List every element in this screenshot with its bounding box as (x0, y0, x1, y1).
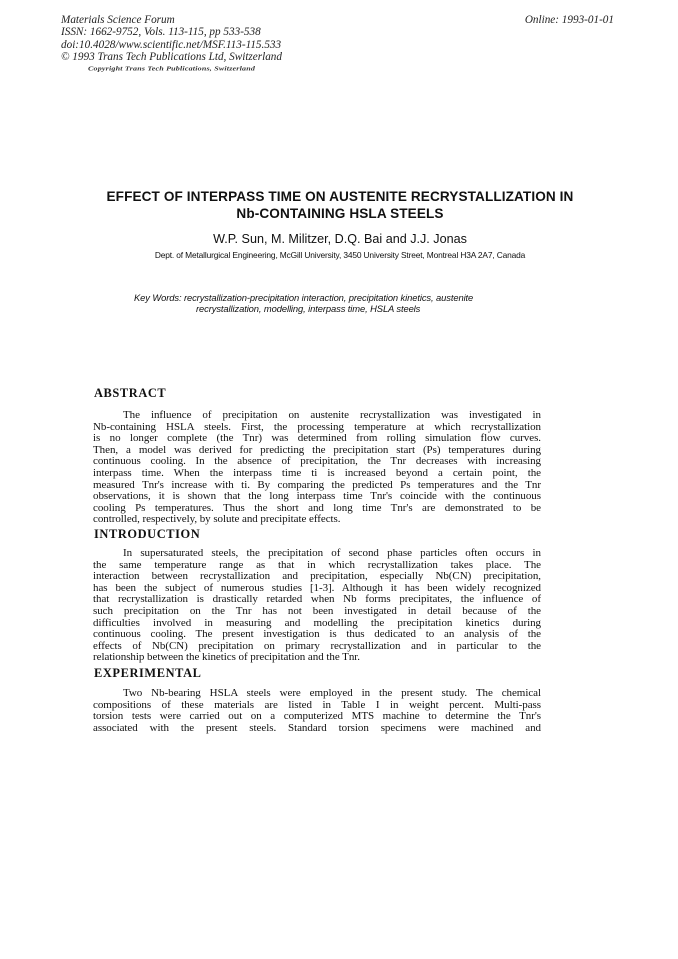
affiliation: Dept. of Metallurgical Engineering, McGill University, 3450 University Street, Montreal H3A 2A7, Canada (154, 250, 526, 260)
abstract-line: interpass time. When the interpass time ti is increased beyond a certain point, the (93, 466, 541, 479)
author-list: W.P. Sun, M. Militzer, D.Q. Bai and J.J. Jonas (213, 232, 467, 246)
introduction-line: the same temperature range as that in which recrystallization takes place. The (93, 558, 541, 571)
issn-line: ISSN: 1662-9752, Vols. 113-115, pp 533-538 (61, 26, 261, 39)
keywords-line-2: recrystallization, modelling, interpass time, HSLA steels (196, 303, 421, 315)
copyright-stamp: Copyright Trans Tech Publications, Switzerland (88, 65, 256, 72)
doi-link[interactable]: doi:10.4028/www.scientific.net/MSF.113-115.533 (61, 38, 282, 51)
introduction-line: has been the subject of numerous studies [1-3]. Although it has been widely recognized (93, 581, 541, 594)
introduction-line: In supersaturated steels, the precipitation of second phase particles often occurs in (123, 547, 541, 559)
introduction-body (93, 548, 541, 664)
experimental-heading: EXPERIMENTAL (94, 666, 202, 680)
title-line-2: Nb-CONTAINING HSLA STEELS (236, 206, 444, 221)
abstract-body (93, 410, 541, 526)
experimental-line: torsion tests were carried out on a computerized MTS machine to determine the Tnr's (93, 710, 541, 723)
keywords-line-1: Key Words: recrystallization-precipitation interaction, precipitation kinetics, austenite (134, 292, 474, 303)
title-line-1: EFFECT OF INTERPASS TIME ON AUSTENITE RECRYSTALLIZATION IN (106, 189, 574, 204)
abstract-line: cooling Ps temperatures. Thus the short and long time Tnr's are demonstrated to be (93, 501, 541, 514)
introduction-line: such precipitation on the Tnr has not been investigated in detail because of the (93, 604, 541, 617)
introduction-line: difficulties involved in measuring and modelling the precipitation kinetics during (93, 616, 541, 629)
introduction-line: effects of Nb(CN) precipitation on primary recrystallization and in particular to the (93, 639, 541, 652)
journal-header (61, 14, 282, 64)
paper-title (80, 188, 600, 222)
introduction-line: relationship between the kinetics of precipitation and the Tnr. (93, 651, 360, 664)
abstract-line: controlled, respectively, by solute and precipitate effects. (93, 513, 341, 526)
abstract-heading: ABSTRACT (94, 386, 167, 400)
abstract-line: observations, it is shown that the long interpass time Tnr's coincide with the continuous (93, 490, 541, 503)
experimental-body (93, 688, 541, 734)
abstract-line: The influence of precipitation on austenite recrystallization was investigated in (123, 409, 541, 421)
experimental-line: compositions of these materials are listed in Table I in weight percent. Multi-pass (93, 698, 541, 711)
abstract-line: Then, a model was derived for predicting the precipitation start (Ps) temperatures during (93, 443, 541, 456)
abstract-line: Nb-containing HSLA steels. First, the processing temperature at which recrystallization (93, 420, 541, 433)
journal-name: Materials Science Forum (61, 14, 175, 26)
introduction-heading: INTRODUCTION (94, 527, 201, 541)
online-date: Online: 1993-01-01 (524, 14, 614, 26)
experimental-line: Two Nb-bearing HSLA steels were employed in the present study. The chemical (123, 687, 541, 699)
copyright-line: © 1993 Trans Tech Publications Ltd, Switzerland (61, 51, 282, 64)
experimental-line: associated with the present steels. Standard torsion specimens were machined and (93, 721, 541, 734)
abstract-line: is no longer complete (the Tnr) was determined from rolling simulation flow curves. (93, 432, 541, 445)
introduction-line: that recrystallization is drastically retarded when Nb forms precipitates, the influence of (93, 593, 541, 606)
keywords (134, 292, 554, 314)
abstract-line: continuous cooling. In the absence of precipitation, the Tnr decreases with increasing (93, 455, 541, 468)
introduction-line: continuous cooling. The present investigation is thus dedicated to an analysis of the (93, 628, 541, 641)
abstract-line: measured Tnr's increase with ti. By comparing the predicted Ps temperatures and the Tnr (93, 478, 541, 491)
introduction-line: interaction between recrystallization and precipitation, especially Nb(CN) precipitation, (93, 570, 541, 583)
